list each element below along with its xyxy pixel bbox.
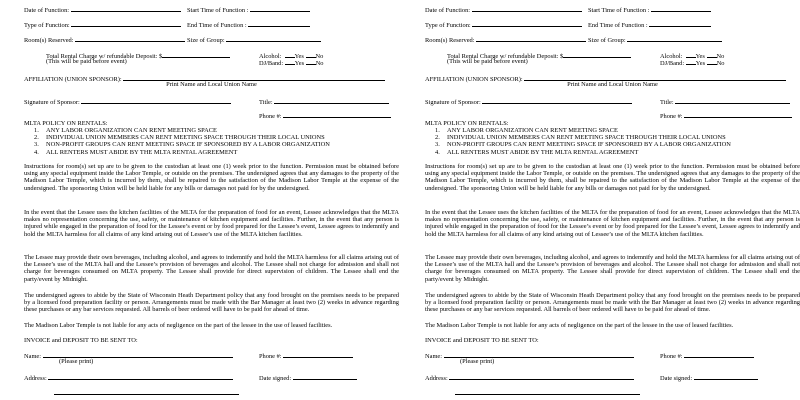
please-print-caption: (Please print) <box>59 358 94 365</box>
signature-sponsor-field[interactable] <box>482 97 632 104</box>
row-paid-dj <box>24 58 399 66</box>
row-please-print <box>24 358 399 366</box>
health-paragraph: The undersigned agrees to abide by the State of Wisconsin Heath Department policy that any food brought on the premises needs to be prepared by a licensed food preparation facility or person. Arrangements must be made with the Bar Manager at least two (2) weeks in advance regarding these purchases or any bar services requested. All barrels of beer ordered will have to be paid for ahead of time. <box>24 292 399 314</box>
row-type-end <box>24 20 399 28</box>
start-time-field[interactable] <box>651 5 711 12</box>
end-time-field[interactable] <box>248 20 310 27</box>
type-of-function-field[interactable] <box>71 20 181 27</box>
invoice-address-field-2[interactable] <box>455 388 640 395</box>
policy-item: 1. ANY LABOR ORGANIZATION CAN RENT MEETING SPACE <box>435 127 618 134</box>
date-signed-label: Date signed: <box>259 375 292 382</box>
invoice-name-field[interactable] <box>444 351 634 358</box>
affiliation-label: AFFILIATION (UNION SPONSOR): <box>425 76 523 83</box>
size-of-group-field[interactable] <box>627 35 722 42</box>
invoice-phone-label: Phone #: <box>259 353 282 360</box>
row-rooms-size <box>425 35 800 43</box>
total-rental-charge-field[interactable] <box>162 51 230 58</box>
invoice-phone-field[interactable] <box>283 351 353 358</box>
alcohol-yes-field[interactable] <box>285 51 295 58</box>
alcohol-yes-label: Yes <box>294 53 304 60</box>
affiliation-field[interactable] <box>123 74 385 81</box>
policy-item: 2. INDIVIDUAL UNION MEMBERS CAN RENT MEETING SPACE THROUGH THEIR LOCAL UNIONS <box>435 134 726 142</box>
row-invoice-address <box>24 373 399 381</box>
please-print-caption: (Please print) <box>460 358 495 365</box>
affiliation-label: AFFILIATION (UNION SPONSOR): <box>24 76 122 83</box>
row-date-start <box>24 5 399 13</box>
dj-yes-label: Yes <box>294 60 305 67</box>
type-of-function-field[interactable] <box>472 20 582 27</box>
rooms-reserved-field[interactable] <box>75 35 185 42</box>
liability-paragraph: The Madison Labor Temple is not liable for any acts of negligence on the part of the lessee in the use of leased facilities. <box>425 322 734 329</box>
title-label: Title: <box>660 99 674 106</box>
title-field[interactable] <box>274 97 389 104</box>
invoice-heading: INVOICE and DEPOSIT TO BE SENT TO: <box>425 337 539 344</box>
dj-yes-field[interactable] <box>285 58 295 65</box>
form-copy-left <box>24 0 399 400</box>
date-of-function-label: Date of Function: <box>425 7 471 14</box>
alcohol-no-label: No <box>716 53 725 60</box>
form-copy-right <box>425 0 800 400</box>
alcohol-no-field[interactable] <box>306 51 316 58</box>
signature-sponsor-label: Signature of Sponsor: <box>425 99 481 106</box>
beverages-paragraph: The Lessee may provide their own beverages, including alcohol, and agrees to indemnify and hold the MLTA harmless for all claims arising out of the Lessee’s use of the MLTA hall and the Lessee’s provision of beverages and alcohol. The Lessee shall not charge for admission and shall not charge for beverages consumed on MLTA property. The Lessee shall provide for direct supervision of children. The Lessee shall end the party/event by Midnight. <box>425 254 800 283</box>
dj-band-label: DJ/Band: <box>660 60 685 67</box>
start-time-label: Start Time of Function : <box>187 7 249 14</box>
policy-list <box>435 127 731 156</box>
invoice-phone-field[interactable] <box>684 351 754 358</box>
policy-item: 4. ALL RENTERS MUST ABIDE BY THE MLTA RENTAL AGREEMENT <box>435 148 639 156</box>
size-of-group-label: Size of Group: <box>187 37 225 44</box>
type-of-function-label: Type of Function: <box>24 22 70 29</box>
dj-band-label: DJ/Band: <box>259 60 284 67</box>
paid-before-note: (This will be paid before event) <box>46 58 127 65</box>
policy-list <box>34 127 330 156</box>
signature-sponsor-field[interactable] <box>81 97 231 104</box>
end-time-label: End Time of Function : <box>187 22 247 29</box>
end-time-field[interactable] <box>649 20 711 27</box>
row-please-print <box>425 358 800 366</box>
invoice-phone-label: Phone #: <box>660 353 683 360</box>
invoice-address-field-2[interactable] <box>54 388 239 395</box>
phone-label: Phone #: <box>660 113 683 120</box>
invoice-name-label: Name: <box>425 353 443 360</box>
health-paragraph: The undersigned agrees to abide by the State of Wisconsin Heath Department policy that any food brought on the premises needs to be prepared by a licensed food preparation facility or person. Arrangements must be made with the Bar Manager at least two (2) weeks in advance regarding these purchases or any bar services requested. All barrels of beer ordered will have to be paid for ahead of time. <box>425 292 800 314</box>
instructions-paragraph: Instructions for room(s) set up are to be given to the custodian at least one (1) week prior to the function. Permission must be obtained before using any special equipment inside the Labor Temple, or outside on the premises. The undersigned agrees that any damages to the property of the Madison Labor Temple, which is incurred by them, shall be repaired to the satisfaction of the Madison Labor Temple at the expense of the undersigned. The sponsoring Union will be held liable for any bills or damages not paid for by the undersigned. <box>24 163 399 192</box>
beverages-paragraph: The Lessee may provide their own beverages, including alcohol, and agrees to indemnify and hold the MLTA harmless for all claims arising out of the Lessee’s use of the MLTA hall and the Lessee’s provision of beverages and alcohol. The Lessee shall not charge for admission and shall not charge for beverages consumed on MLTA property. The Lessee shall provide for direct supervision of children. The Lessee shall end the party/event by Midnight. <box>24 254 399 283</box>
date-signed-label: Date signed: <box>660 375 693 382</box>
policy-item: 3. NON-PROFIT GROUPS CAN RENT MEETING SPACE IF SPONSORED BY A LABOR ORGANIZATION <box>435 141 731 149</box>
print-name-union-caption: Print Name and Local Union Name <box>166 81 257 88</box>
policy-heading: MLTA POLICY ON RENTALS: <box>24 120 108 127</box>
row-address-line-2 <box>24 388 399 396</box>
print-name-union-caption: Print Name and Local Union Name <box>567 81 658 88</box>
date-signed-field[interactable] <box>694 373 758 380</box>
invoice-name-label: Name: <box>24 353 42 360</box>
alcohol-no-field[interactable] <box>707 51 717 58</box>
alcohol-yes-label: Yes <box>695 53 705 60</box>
dj-no-label: No <box>315 60 324 67</box>
row-paid-dj <box>425 58 800 66</box>
alcohol-label: Alcohol: <box>259 53 282 60</box>
invoice-name-field[interactable] <box>43 351 233 358</box>
date-of-function-label: Date of Function: <box>24 7 70 14</box>
title-field[interactable] <box>675 97 790 104</box>
policy-heading: MLTA POLICY ON RENTALS: <box>425 120 509 127</box>
dj-yes-label: Yes <box>695 60 706 67</box>
rooms-reserved-label: Room(s) Reserved: <box>425 37 475 44</box>
signature-sponsor-label: Signature of Sponsor: <box>24 99 80 106</box>
kitchen-paragraph: In the event that the Lessee uses the kitchen facilities of the MLTA for the preparation of food for an event, Lessee acknowledges that the MLTA makes no representation concerning the use, safety, or maintenance of kitchen equipment and facilities. Further, in the event that any person is injured while engaged in the preparation of food for the Lessee’s event or by food prepared for the Lessee’s event, Lessee agrees to indemnify and hold the MLTA harmless for all claims of any kind arising out of Lessee’s use of the MLTA kitchen facilities. <box>425 209 800 238</box>
liability-paragraph: The Madison Labor Temple is not liable for any acts of negligence on the part of the lessee in the use of leased facilities. <box>24 322 333 329</box>
invoice-address-label: Address: <box>425 375 448 382</box>
policy-item: 1. ANY LABOR ORGANIZATION CAN RENT MEETING SPACE <box>34 127 217 134</box>
affiliation-field[interactable] <box>524 74 786 81</box>
title-label: Title: <box>259 99 273 106</box>
row-phone <box>24 111 399 119</box>
row-date-start <box>425 5 800 13</box>
end-time-label: End Time of Function : <box>588 22 648 29</box>
kitchen-paragraph: In the event that the Lessee uses the kitchen facilities of the MLTA for the preparation of food for an event, Lessee acknowledges that the MLTA makes no representation concerning the use, safety, or maintenance of kitchen equipment and facilities. Further, in the event that any person is injured while engaged in the preparation of food for the Lessee’s event or by food prepared for the Lessee’s event, Lessee agrees to indemnify and hold the MLTA harmless for all claims of any kind arising out of Lessee’s use of the MLTA kitchen facilities. <box>24 209 399 238</box>
alcohol-yes-field[interactable] <box>686 51 696 58</box>
instructions-paragraph: Instructions for room(s) set up are to be given to the custodian at least one (1) week prior to the function. Permission must be obtained before using any special equipment inside the Labor Temple, or outside on the premises. The undersigned agrees that any damages to the property of the Madison Labor Temple, which is incurred by them, shall be repaired to the satisfaction of the Madison Labor Temple at the expense of the undersigned. The sponsoring Union will be held liable for any bills or damages not paid for by the undersigned. <box>425 163 800 192</box>
date-of-function-field[interactable] <box>71 5 181 12</box>
total-rental-charge-label: Total Rental Charge w/ refundable Deposit: $ <box>447 53 564 60</box>
invoice-address-field[interactable] <box>449 373 634 380</box>
alcohol-no-label: No <box>315 53 324 60</box>
row-invoice-address <box>425 373 800 381</box>
size-of-group-field[interactable] <box>226 35 321 42</box>
size-of-group-label: Size of Group: <box>588 37 626 44</box>
invoice-address-field[interactable] <box>48 373 233 380</box>
paid-before-note: (This will be paid before event) <box>447 58 528 65</box>
dj-no-label: No <box>716 60 725 67</box>
total-rental-charge-field[interactable] <box>563 51 631 58</box>
phone-label: Phone #: <box>259 113 282 120</box>
dj-yes-field[interactable] <box>686 58 696 65</box>
row-address-line-2 <box>425 388 800 396</box>
row-type-end <box>425 20 800 28</box>
alcohol-label: Alcohol: <box>660 53 683 60</box>
total-rental-charge-label: Total Rental Charge w/ refundable Deposit: $ <box>46 53 163 60</box>
date-of-function-field[interactable] <box>472 5 582 12</box>
phone-field[interactable] <box>684 111 792 118</box>
rooms-reserved-field[interactable] <box>476 35 586 42</box>
start-time-field[interactable] <box>250 5 310 12</box>
start-time-label: Start Time of Function : <box>588 7 650 14</box>
policy-item: 3. NON-PROFIT GROUPS CAN RENT MEETING SPACE IF SPONSORED BY A LABOR ORGANIZATION <box>34 141 330 149</box>
rooms-reserved-label: Room(s) Reserved: <box>24 37 74 44</box>
phone-field[interactable] <box>283 111 391 118</box>
type-of-function-label: Type of Function: <box>425 22 471 29</box>
row-signature-title <box>425 97 800 105</box>
row-rooms-size <box>24 35 399 43</box>
row-signature-title <box>24 97 399 105</box>
dj-no-field[interactable] <box>306 58 316 65</box>
row-phone <box>425 111 800 119</box>
invoice-address-label: Address: <box>24 375 47 382</box>
invoice-heading: INVOICE and DEPOSIT TO BE SENT TO: <box>24 337 138 344</box>
dj-no-field[interactable] <box>707 58 717 65</box>
policy-item: 4. ALL RENTERS MUST ABIDE BY THE MLTA RENTAL AGREEMENT <box>34 148 238 156</box>
policy-item: 2. INDIVIDUAL UNION MEMBERS CAN RENT MEETING SPACE THROUGH THEIR LOCAL UNIONS <box>34 134 325 142</box>
date-signed-field[interactable] <box>293 373 357 380</box>
